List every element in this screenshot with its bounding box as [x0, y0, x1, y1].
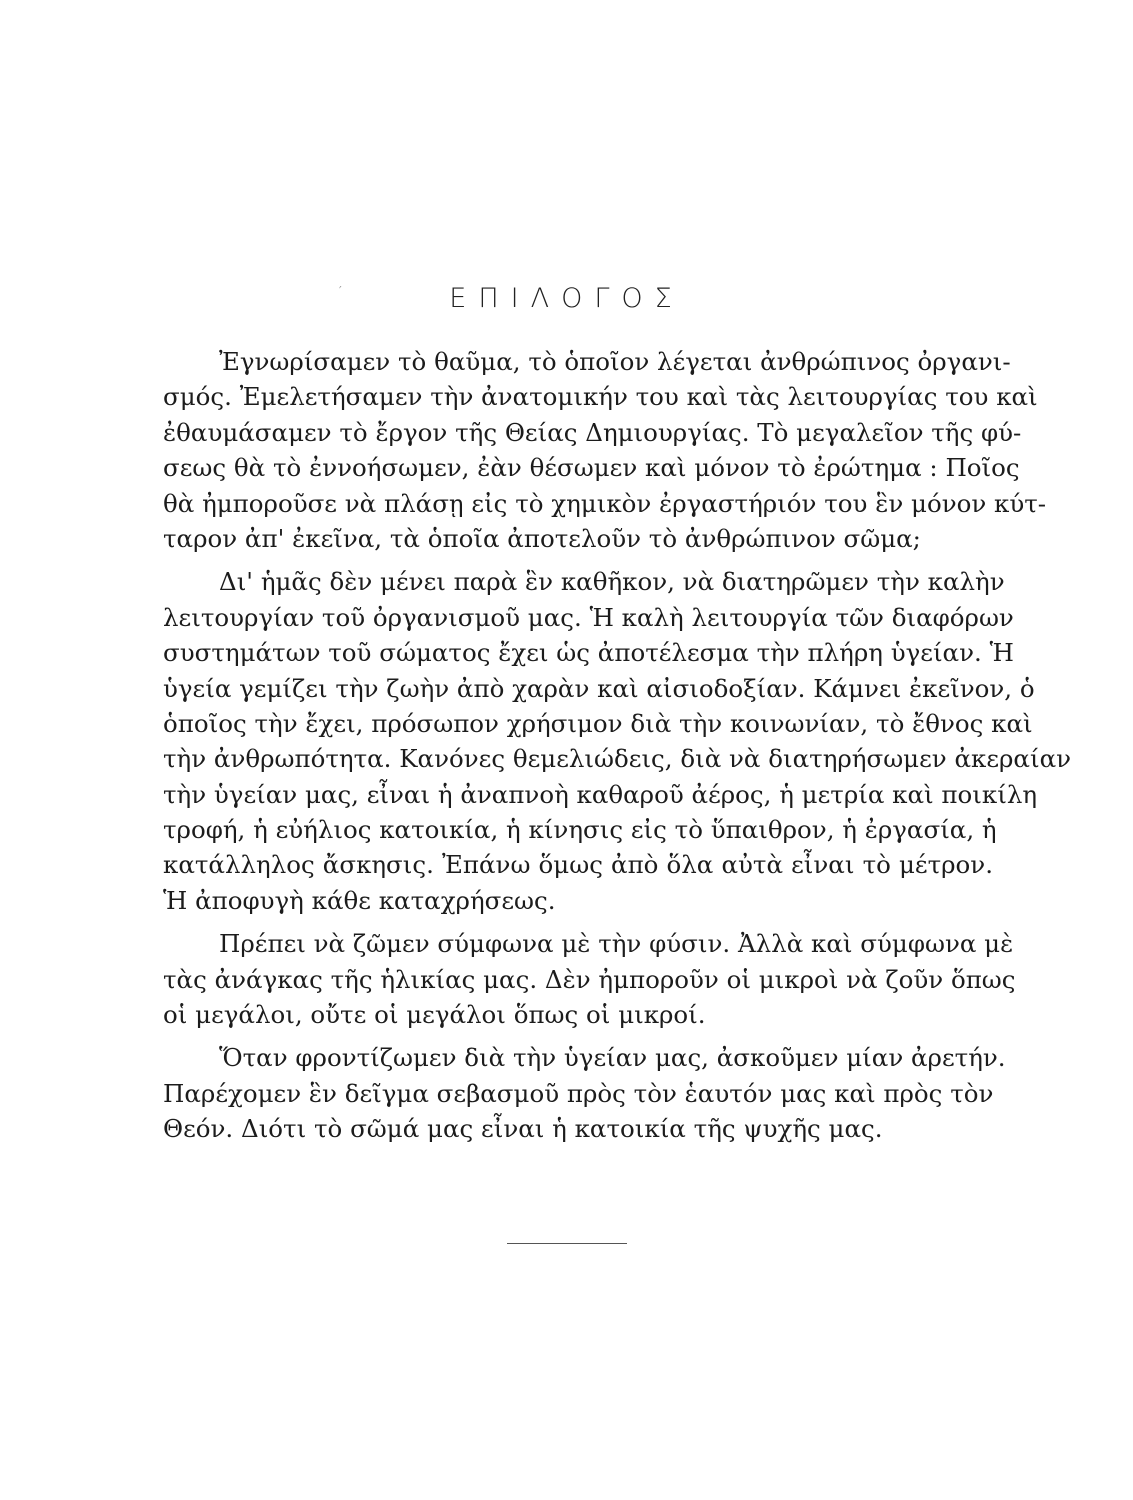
- stray-mark: ′: [339, 284, 342, 298]
- end-divider: [507, 1243, 627, 1244]
- paragraph: [163, 344, 1047, 556]
- paragraph: [163, 1040, 1006, 1146]
- paragraph: [163, 564, 1072, 918]
- text-line: τροφή, ἡ εὐήλιος κατοικία, ἡ κίνησις εἰς τὸ ὕπαιθρον, ἡ ἐργασία, ἡ: [163, 815, 997, 845]
- page-heading: ΕΠΙΛΟΓΟΣ: [449, 283, 684, 314]
- body-text: [163, 344, 1072, 1147]
- text-line: Δι' ἡμᾶς δὲν μένει παρὰ ἓν καθῆκον, νὰ διατηρῶμεν τὴν καλὴν: [219, 567, 1005, 597]
- text-line: Ὅταν φροντίζωμεν διὰ τὴν ὑγείαν μας, ἀσκοῦμεν μίαν ἀρετήν.: [219, 1043, 1006, 1073]
- text-line: τὰς ἀνάγκας τῆς ἡλικίας μας. Δὲν ἠμποροῦν οἱ μικροὶ νὰ ζοῦν ὅπως: [163, 964, 1016, 994]
- text-line: ὁποῖος τὴν ἔχει, πρόσωπον χρήσιμον διὰ τὴν κοινωνίαν, τὸ ἔθνος καὶ: [163, 708, 1033, 738]
- text-line: θὰ ἠμποροῦσε νὰ πλάσῃ εἰς τὸ χημικὸν ἐργαστήριόν του ἓν μόνον κύτ-: [163, 488, 1047, 518]
- text-line: σμός. Ἐμελετήσαμεν τὴν ἀνατομικήν του καὶ τὰς λειτουργίας του καὶ: [163, 382, 1038, 412]
- text-line: Παρέχομεν ἓν δεῖγμα σεβασμοῦ πρὸς τὸν ἑαυτόν μας καὶ πρὸς τὸν: [163, 1078, 994, 1108]
- text-line: Πρέπει νὰ ζῶμεν σύμφωνα μὲ τὴν φύσιν. Ἀλλὰ καὶ σύμφωνα μὲ: [219, 929, 1014, 959]
- text-line: κατάλληλος ἄσκησις. Ἐπάνω ὅμως ἀπὸ ὅλα αὐτὰ εἶναι τὸ μέτρον.: [163, 850, 993, 880]
- text-line: λειτουργίαν τοῦ ὀργανισμοῦ μας. Ἡ καλὴ λειτουργία τῶν διαφόρων: [163, 602, 1014, 632]
- text-line: Ἡ ἀποφυγὴ κάθε καταχρήσεως.: [163, 885, 556, 915]
- text-line: ἐθαυμάσαμεν τὸ ἔργον τῆς Θείας Δημιουργίας. Τὸ μεγαλεῖον τῆς φύ-: [163, 417, 1022, 447]
- paragraph: [163, 926, 1016, 1032]
- text-line: ταρον ἀπ' ἐκεῖνα, τὰ ὁποῖα ἀποτελοῦν τὸ ἀνθρώπινον σῶμα;: [163, 523, 921, 553]
- text-line: Θεόν. Διότι τὸ σῶμά μας εἶναι ἡ κατοικία τῆς ψυχῆς μας.: [163, 1114, 883, 1144]
- text-line: Ἐγνωρίσαμεν τὸ θαῦμα, τὸ ὁποῖον λέγεται ἀνθρώπινος ὀργανι-: [219, 347, 1011, 376]
- text-line: σεως θὰ τὸ ἐννοήσωμεν, ἐὰν θέσωμεν καὶ μόνον τὸ ἐρώτημα : Ποῖος: [163, 453, 1020, 483]
- text-line: ὑγεία γεμίζει τὴν ζωὴν ἀπὸ χαρὰν καὶ αἰσιοδοξίαν. Κάμνει ἐκεῖνον, ὁ: [163, 673, 1035, 703]
- text-line: οἱ μεγάλοι, οὔτε οἱ μεγάλοι ὅπως οἱ μικροί.: [163, 1000, 706, 1030]
- text-line: τὴν ὑγείαν μας, εἶναι ἡ ἀναπνοὴ καθαροῦ ἀέρος, ἡ μετρία καὶ ποικίλη: [163, 779, 1038, 809]
- text-line: τὴν ἀνθρωπότητα. Κανόνες θεμελιώδεις, διὰ νὰ διατηρήσωμεν ἀκεραίαν: [163, 744, 1072, 774]
- text-line: συστημάτων τοῦ σώματος ἔχει ὡς ἀποτέλεσμα τὴν πλήρη ὑγείαν. Ἡ: [163, 638, 1014, 668]
